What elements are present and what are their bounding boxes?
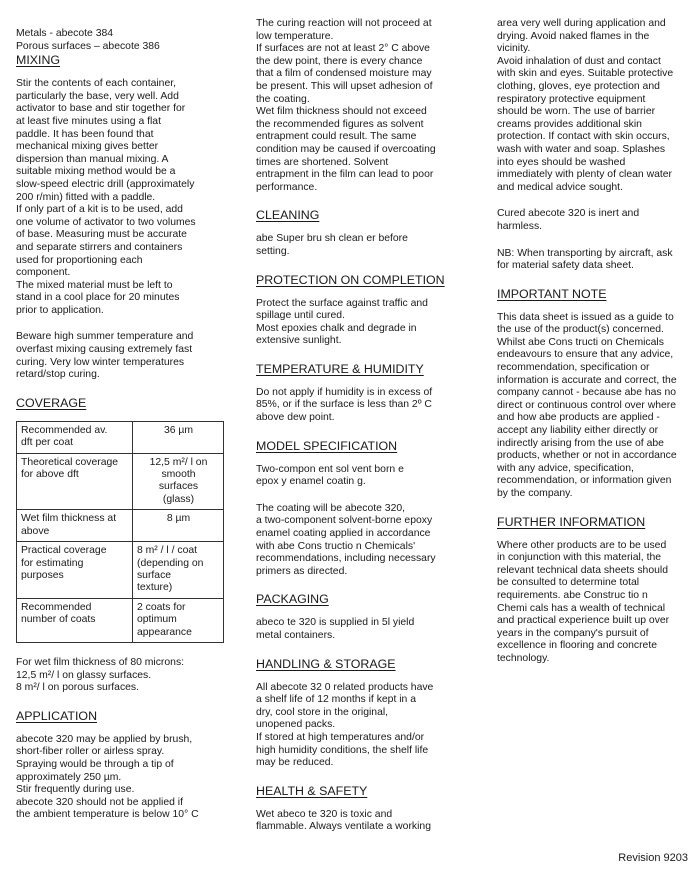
coverage-value-cell — [132, 453, 223, 510]
text-line: recommendation, or information given — [497, 475, 672, 487]
temperature-paragraph — [256, 387, 452, 425]
text-line: for material safety data sheet. — [497, 260, 634, 272]
text-line: and separate stirrers and containers — [16, 241, 183, 253]
text-line: should be worn. The use of barrier — [497, 106, 656, 118]
handling-storage-heading: HANDLING & STORAGE — [256, 656, 396, 671]
text-line: the use of the product(s) concerned. — [497, 324, 664, 336]
text-line: clothing, gloves, eye protection and — [497, 80, 660, 92]
coverage-value-cell — [132, 510, 223, 542]
coverage-row — [17, 421, 224, 453]
cell-line: texture) — [136, 582, 173, 594]
cell-line: for above dft — [21, 469, 79, 481]
text-line: flammable. Always ventilate a working — [256, 821, 431, 833]
cell-line: 2 coats for — [136, 601, 186, 613]
text-line: Stir frequently during use. — [16, 784, 135, 796]
text-line: entrapment in the film can lead to poor — [256, 169, 434, 181]
text-line: low temperature. — [256, 30, 334, 42]
text-line: endeavours to ensure that any advice, — [497, 349, 674, 361]
text-line: creams provides additional skin — [497, 118, 642, 130]
coverage-label-cell — [17, 542, 133, 599]
text-line: information is accurate and correct, the — [497, 374, 677, 386]
text-line: the recommended figures as solvent — [256, 118, 424, 130]
intro-lines — [16, 28, 216, 53]
text-line: The curing reaction will not proceed at — [256, 18, 432, 29]
text-line: products, whether or not in accordance — [497, 450, 677, 462]
text-line: abecote 320 may be applied by brush, — [16, 733, 193, 745]
important-paragraph — [497, 312, 691, 501]
column-middle — [256, 18, 452, 834]
text-line: Wet film thickness should not exceed — [256, 106, 427, 118]
text-line: into eyes should be washed — [497, 156, 626, 168]
text-line: unopened packs. — [256, 719, 336, 731]
health-safety-heading: HEALTH & SAFETY — [256, 783, 368, 798]
coverage-label-cell — [17, 510, 133, 542]
cell-line: Practical coverage — [21, 545, 107, 557]
health-paragraph-continued — [497, 18, 691, 194]
cell-line: Recommended av. — [21, 424, 108, 436]
text-line: a shelf life of 12 months if kept in a — [256, 694, 416, 706]
cell-line: 36 µm — [163, 424, 194, 436]
text-line: Where other products are to be used — [497, 539, 667, 551]
mixing-paragraph-2 — [16, 331, 216, 381]
text-line: may be reduced. — [256, 757, 334, 769]
text-line: by the company. — [497, 488, 573, 499]
protection-paragraph — [256, 298, 452, 348]
text-line: primers as directed. — [256, 565, 348, 577]
text-line: protection. If contact with skin occurs, — [497, 131, 670, 143]
text-line: epox y enamel coatin g. — [256, 476, 366, 488]
coverage-row — [17, 510, 224, 542]
text-line: accept any liability either directly or — [497, 425, 659, 437]
text-line: NB: When transporting by aircraft, ask — [497, 247, 673, 259]
coverage-table — [16, 421, 224, 643]
column-right — [497, 18, 691, 666]
text-line: years in the company's pursuit of — [497, 627, 649, 639]
text-line: dispersion than manual mixing. A — [16, 153, 169, 165]
cell-line: (glass) — [162, 493, 195, 505]
text-line: with any advice, specification, — [497, 462, 634, 474]
text-line: abecote 320 should not be applied if — [16, 796, 183, 808]
text-line: The coating will be abecote 320, — [256, 502, 406, 514]
further-paragraph — [497, 540, 691, 666]
model-paragraph-2 — [256, 503, 452, 579]
text-line: area very well during application and — [497, 18, 666, 29]
revision-label: Revision 9203 — [618, 852, 688, 865]
text-line: recommendation, specification or — [497, 362, 650, 374]
text-line: 12,5 m²/ l on glassy surfaces. — [16, 669, 152, 681]
column-left — [16, 28, 216, 822]
text-line: direct or continuous control over where — [497, 399, 677, 411]
text-line: activator to base and stir together for — [16, 103, 186, 115]
text-line: times are shortened. Solvent — [256, 156, 389, 168]
text-line: wash with water and soap. Splashes — [497, 143, 666, 155]
cleaning-heading: CLEANING — [256, 208, 320, 223]
text-line: at least five minutes using a flat — [16, 115, 161, 127]
text-line: mechanical mixing gives better — [16, 141, 159, 153]
text-line: Cured abecote 320 is inert and — [497, 208, 640, 220]
application-paragraph — [16, 734, 216, 822]
text-line: overfast mixing causing extremely fast — [16, 344, 193, 356]
model-specification-heading: MODEL SPECIFICATION — [256, 438, 398, 453]
coverage-label-cell — [17, 421, 133, 453]
health-paragraph — [256, 809, 452, 834]
cell-line: smooth — [161, 469, 196, 481]
cleaning-paragraph — [256, 233, 452, 258]
text-line: the ambient temperature is below 10° C — [16, 809, 199, 821]
text-line: and medical advice sought. — [497, 181, 623, 193]
mixing-paragraph-1 — [16, 78, 216, 317]
coverage-label-cell — [17, 453, 133, 510]
curing-paragraph — [256, 18, 452, 194]
coverage-row — [17, 598, 224, 642]
cell-line: (depending on — [136, 557, 204, 569]
text-line: Porous surfaces – abecote 386 — [16, 40, 160, 52]
cell-line: optimum — [136, 614, 177, 626]
coverage-value-cell — [132, 421, 223, 453]
text-line: the coating. — [256, 93, 310, 105]
cell-line: Recommended — [21, 601, 92, 613]
text-line: short-fiber roller or airless spray. — [16, 746, 165, 758]
text-line: vicinity. — [497, 43, 531, 55]
text-line: Stir the contents of each container, — [16, 78, 176, 90]
cell-line: 8 µm — [166, 513, 191, 525]
packaging-paragraph — [256, 617, 452, 642]
cell-line: appearance — [136, 626, 192, 638]
cell-line: dft per coat — [21, 437, 73, 449]
text-line: the dew point, there is every chance — [256, 55, 423, 67]
cured-paragraph — [497, 208, 691, 233]
text-line: Avoid inhalation of dust and contact — [497, 55, 661, 67]
text-line: 8 m²/ l on porous surfaces. — [16, 682, 140, 694]
cell-line: 12,5 m²/ l on — [149, 456, 208, 468]
text-line: Two-compon ent sol vent born e — [256, 463, 404, 475]
text-line: and practical experience built up over — [497, 615, 670, 627]
text-line: Wet abeco te 320 is toxic and — [256, 808, 393, 820]
text-line: metal containers. — [256, 630, 336, 641]
text-line: The mixed material must be left to — [16, 279, 173, 291]
text-line: and how abe products are applied - — [497, 412, 660, 424]
text-line: Chemi cals has a wealth of technical — [497, 602, 666, 614]
text-line: If surfaces are not at least 2° C above — [256, 43, 430, 55]
text-line: requirements. abe Construc tio n — [497, 589, 648, 601]
text-line: dry, cool store in the original, — [256, 706, 389, 718]
protection-heading: PROTECTION ON COMPLETION — [256, 272, 445, 287]
cell-line: above — [21, 525, 50, 537]
text-line: retard/stop curing. — [16, 369, 100, 381]
temperature-heading: TEMPERATURE & HUMIDITY — [256, 361, 424, 376]
nb-paragraph — [497, 248, 691, 273]
text-line: approximately 250 µm. — [16, 771, 122, 783]
cell-line: surfaces — [158, 481, 199, 493]
text-line: If stored at high temperatures and/or — [256, 731, 425, 743]
text-line: recommendations, including necessary — [256, 553, 436, 565]
text-line: Most epoxies chalk and degrade in — [256, 322, 417, 334]
cell-line: Theoretical coverage — [21, 456, 119, 468]
text-line: setting. — [256, 245, 290, 257]
text-line: entrapment could result. The same — [256, 131, 417, 143]
handling-paragraph — [256, 682, 452, 770]
text-line: be consulted to determine total — [497, 577, 640, 589]
text-line: extensive sunlight. — [256, 335, 342, 347]
application-heading: APPLICATION — [16, 708, 98, 723]
model-paragraph-1 — [256, 464, 452, 489]
text-line: Protect the surface against traffic and — [256, 297, 428, 309]
cell-line: 8 m² / l / coat — [136, 545, 198, 557]
text-line: drying. Avoid naked flames in the — [497, 30, 650, 42]
text-line: All abecote 32 0 related products have — [256, 681, 434, 693]
text-line: 85%, or if the surface is less than 2º C — [256, 399, 432, 411]
text-line: above dew point. — [256, 412, 335, 424]
text-line: company cannot - because abe has no — [497, 387, 677, 399]
text-line: harmless. — [497, 220, 543, 232]
text-line: condition may be caused if overcoating — [256, 143, 436, 155]
coverage-label-cell — [17, 598, 133, 642]
wet-film-note — [16, 657, 216, 695]
text-line: For wet film thickness of 80 microns: — [16, 656, 185, 668]
text-line: performance. — [256, 181, 318, 193]
text-line: be present. This will upset adhesion of — [256, 80, 433, 92]
cell-line: Wet film thickness at — [21, 513, 117, 525]
text-line: in conjunction with this material, the — [497, 552, 662, 564]
text-line: relevant technical data sheets should — [497, 564, 668, 576]
text-line: Spraying would be through a tip of — [16, 758, 174, 770]
cell-line: number of coats — [21, 614, 96, 626]
text-line: 200 r/min) fitted with a paddle. — [16, 191, 156, 203]
text-line: respiratory protective equipment — [497, 93, 646, 105]
text-line: indirectly arising from the use of abe — [497, 437, 664, 449]
text-line: used for proportioning each — [16, 254, 143, 266]
coverage-value-cell — [132, 598, 223, 642]
text-line: enamel coating applied in accordance — [256, 528, 431, 540]
text-line: prior to application. — [16, 304, 104, 316]
text-line: spillage until cured. — [256, 310, 345, 322]
mixing-heading: MIXING — [16, 53, 61, 68]
text-line: with skin and eyes. Suitable protective — [497, 68, 674, 80]
text-line: with abe Cons tructio n Chemicals' — [256, 540, 416, 552]
cell-line: surface — [136, 569, 172, 581]
coverage-heading: COVERAGE — [16, 395, 87, 410]
text-line: immediately with plenty of clean water — [497, 169, 672, 181]
text-line: suitable mixing method would be a — [16, 166, 176, 178]
packaging-heading: PACKAGING — [256, 592, 329, 607]
important-note-heading: IMPORTANT NOTE — [497, 286, 607, 301]
text-line: abe Super bru sh clean er before — [256, 233, 408, 245]
coverage-value-cell — [132, 542, 223, 599]
text-line: abeco te 320 is supplied in 5l yield — [256, 617, 415, 629]
text-line: slow-speed electric drill (approximately — [16, 178, 195, 190]
further-information-heading: FURTHER INFORMATION — [497, 514, 646, 529]
text-line: If only part of a kit is to be used, add — [16, 204, 183, 216]
text-line: excellence in flooring and concrete — [497, 640, 657, 652]
text-line: one volume of activator to two volumes — [16, 216, 196, 228]
text-line: Whilst abe Cons tructi on Chemicals — [497, 336, 664, 348]
text-line: stand in a cool place for 20 minutes — [16, 292, 180, 304]
text-line: Metals - abecote 384 — [16, 28, 114, 39]
text-line: technology. — [497, 652, 550, 664]
text-line: Beware high summer temperature and — [16, 331, 194, 343]
text-line: paddle. It has been found that — [16, 128, 154, 140]
coverage-row — [17, 542, 224, 599]
cell-line: purposes — [21, 569, 64, 581]
text-line: Do not apply if humidity is in excess of — [256, 386, 433, 398]
text-line: of base. Measuring must be accurate — [16, 229, 187, 241]
cell-line: for estimating — [21, 557, 84, 569]
text-line: that a film of condensed moisture may — [256, 68, 432, 80]
text-line: component. — [16, 267, 71, 279]
text-line: This data sheet is issued as a guide to — [497, 311, 674, 323]
coverage-row — [17, 453, 224, 510]
text-line: high humidity conditions, the shelf life — [256, 744, 429, 756]
text-line: curing. Very low winter temperatures — [16, 356, 185, 368]
text-line: particularly the base, very well. Add — [16, 90, 179, 102]
text-line: a two-component solvent-borne epoxy — [256, 515, 433, 527]
